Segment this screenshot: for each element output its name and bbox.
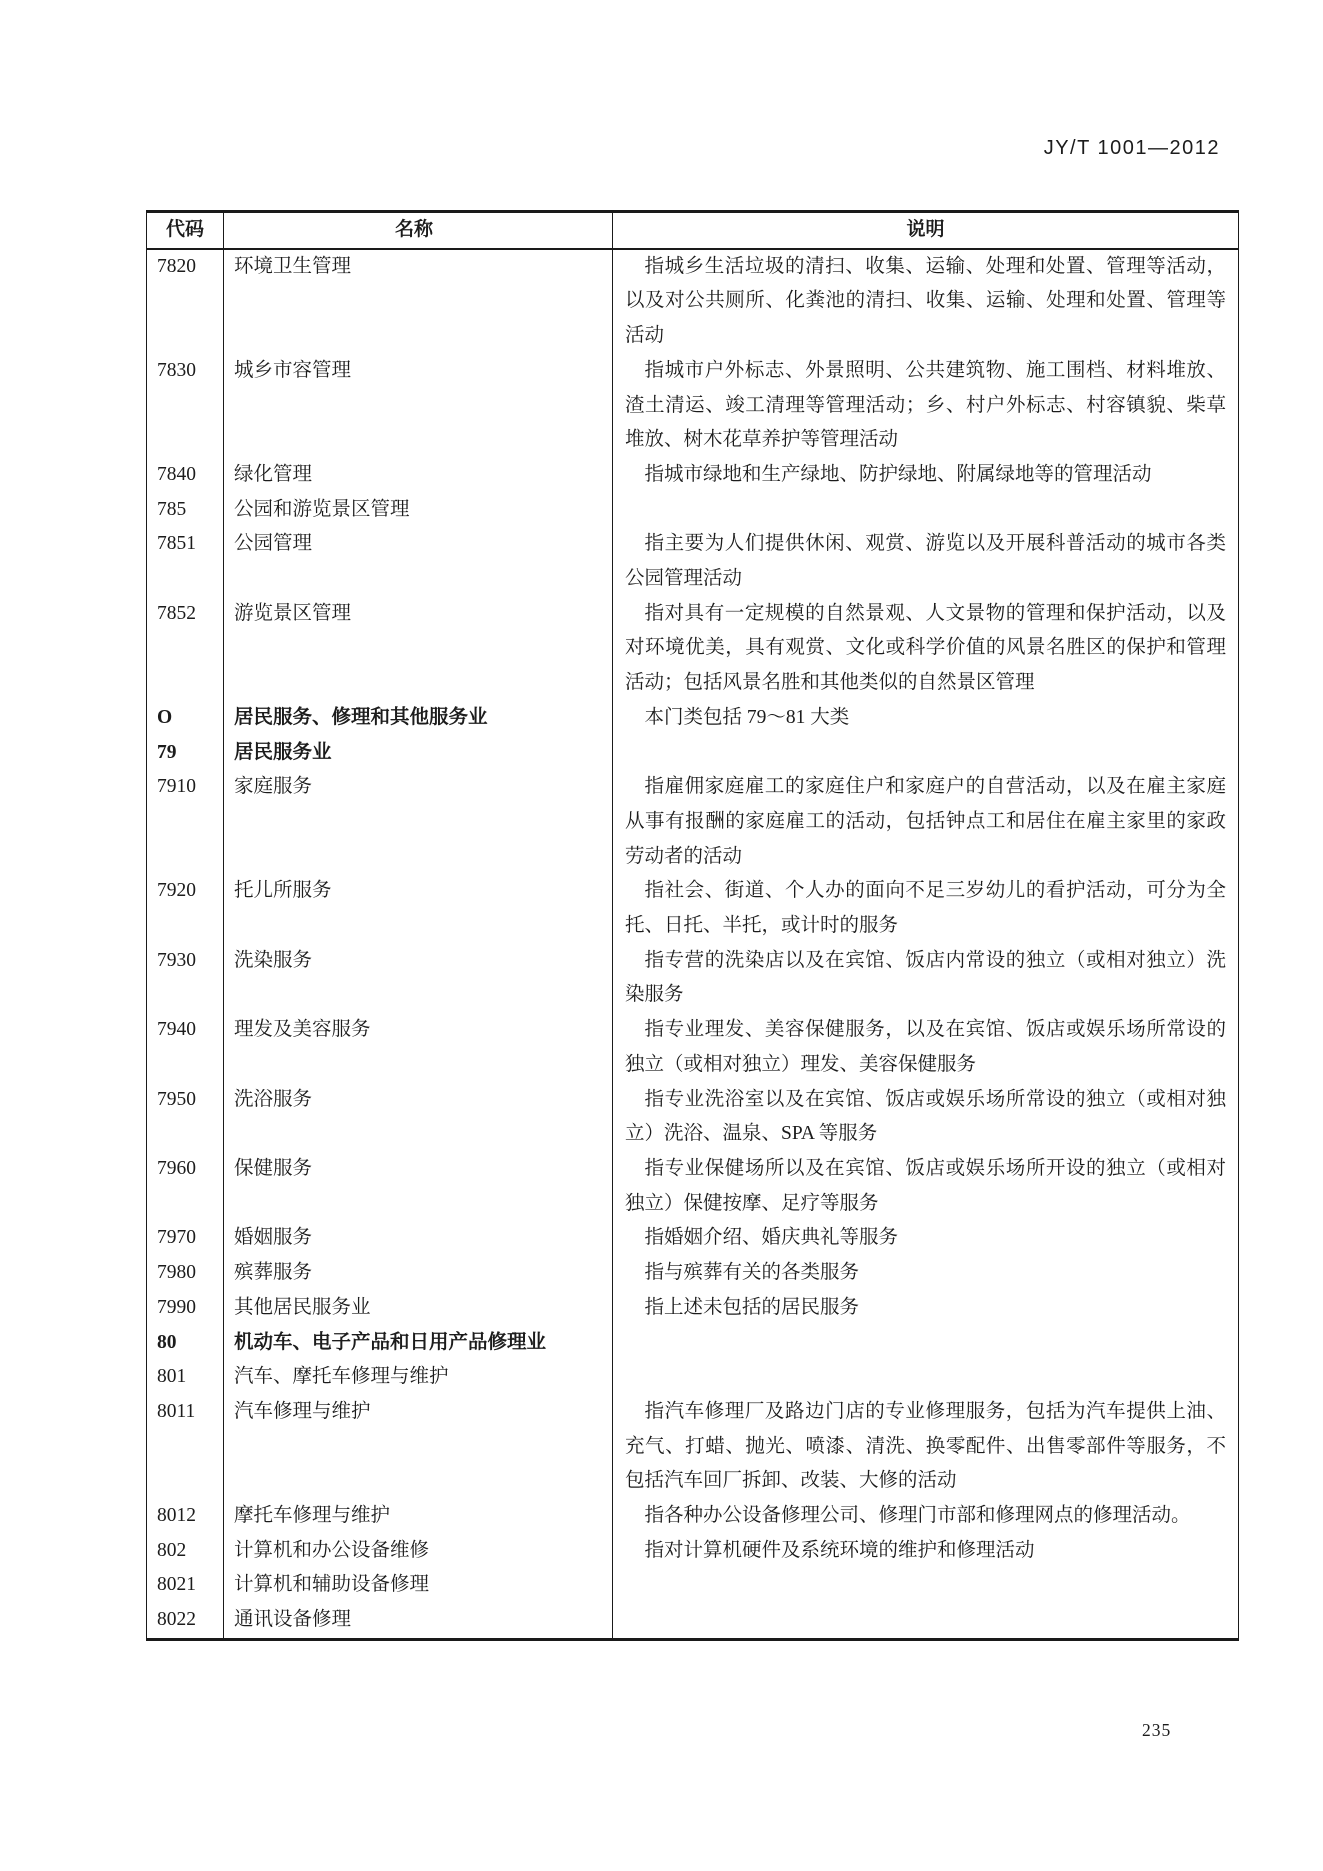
cell-description: 指对具有一定规模的自然景观、人文景物的管理和保护活动，以及对环境优美，具有观赏、文化或科学价值的风景名胜区的保护和管理活动；包括风景名胜和其他类似的自然景区管理 [625, 602, 1226, 694]
cell-name: 汽车、摩托车修理与维护 [224, 1360, 613, 1395]
table-row [147, 736, 1238, 771]
table-row [147, 1291, 1238, 1326]
cell-name: 计算机和办公设备维修 [224, 1534, 613, 1569]
table-header-row [147, 213, 1238, 250]
table-row [147, 1221, 1238, 1256]
cell-code: 7820 [147, 250, 224, 354]
cell-description: 指与殡葬有关的各类服务 [644, 1262, 860, 1284]
table-row [147, 1360, 1238, 1395]
cell-name: 摩托车修理与维护 [224, 1499, 613, 1534]
cell-name: 通讯设备修理 [224, 1603, 613, 1638]
table-row [147, 1326, 1238, 1361]
cell-description: 指专业保健场所以及在宾馆、饭店或娱乐场所开设的独立（或相对独立）保健按摩、足疗等服务 [625, 1157, 1226, 1214]
table-row [147, 527, 1238, 596]
cell-description [613, 1603, 1238, 1638]
table-row [147, 1603, 1238, 1638]
cell-code: 80 [147, 1326, 224, 1361]
table-row [147, 354, 1238, 458]
cell-code: 79 [147, 736, 224, 771]
cell-name: 居民服务业 [224, 736, 613, 771]
cell-name: 家庭服务 [224, 770, 613, 874]
cell-code: 8022 [147, 1603, 224, 1638]
cell-code: 785 [147, 493, 224, 528]
table-body [147, 250, 1238, 1638]
table-row [147, 1499, 1238, 1534]
cell-code: 802 [147, 1534, 224, 1569]
cell-description: 指婚姻介绍、婚庆典礼等服务 [644, 1227, 899, 1249]
table-row [147, 250, 1238, 354]
cell-description [613, 1568, 1238, 1603]
cell-name: 殡葬服务 [224, 1256, 613, 1291]
table-row [147, 1395, 1238, 1499]
cell-code: 7851 [147, 527, 224, 596]
cell-description: 指城市户外标志、外景照明、公共建筑物、施工围档、材料堆放、渣土清运、竣工清理等管理活动；乡、村户外标志、村容镇貌、柴草堆放、树木花草养护等管理活动 [625, 359, 1226, 451]
table-row [147, 944, 1238, 1013]
cell-name: 其他居民服务业 [224, 1291, 613, 1326]
cell-name: 环境卫生管理 [224, 250, 613, 354]
standard-number: JY/T 1001—2012 [1043, 137, 1220, 159]
cell-description [613, 493, 1238, 528]
cell-name: 保健服务 [224, 1152, 613, 1221]
cell-name: 游览景区管理 [224, 597, 613, 701]
cell-code: 801 [147, 1360, 224, 1395]
cell-name: 公园和游览景区管理 [224, 493, 613, 528]
cell-code: 7980 [147, 1256, 224, 1291]
cell-name: 汽车修理与维护 [224, 1395, 613, 1499]
cell-code: 8021 [147, 1568, 224, 1603]
cell-description: 指雇佣家庭雇工的家庭住户和家庭户的自营活动，以及在雇主家庭从事有报酬的家庭雇工的活动，包括钟点工和居住在雇主家里的家政劳动者的活动 [625, 776, 1226, 867]
cell-description: 指各种办公设备修理公司、修理门市部和修理网点的修理活动。 [644, 1505, 1191, 1527]
cell-name: 洗浴服务 [224, 1083, 613, 1152]
cell-code: 7920 [147, 874, 224, 943]
page-number: 235 [1142, 1720, 1172, 1740]
cell-name: 居民服务、修理和其他服务业 [224, 701, 613, 736]
header-cell-description: 说明 [906, 219, 945, 240]
cell-code: 7840 [147, 458, 224, 493]
cell-code: 7970 [147, 1221, 224, 1256]
header-cell-code: 代码 [147, 213, 224, 248]
cell-code: 7940 [147, 1013, 224, 1082]
cell-code: 7950 [147, 1083, 224, 1152]
header-cell-name: 名称 [224, 213, 613, 248]
cell-code: 7852 [147, 597, 224, 701]
cell-name: 公园管理 [224, 527, 613, 596]
cell-name: 婚姻服务 [224, 1221, 613, 1256]
table-row [147, 1568, 1238, 1603]
cell-description: 指对计算机硬件及系统环境的维护和修理活动 [644, 1539, 1035, 1561]
cell-code: O [147, 701, 224, 736]
cell-name: 计算机和辅助设备修理 [224, 1568, 613, 1603]
cell-code: 7960 [147, 1152, 224, 1221]
table-row [147, 1083, 1238, 1152]
cell-description: 指主要为人们提供休闲、观赏、游览以及开展科普活动的城市各类公园管理活动 [625, 533, 1226, 590]
cell-description: 指专营的洗染店以及在宾馆、饭店内常设的独立（或相对独立）洗染服务 [625, 949, 1226, 1006]
table-row [147, 1534, 1238, 1569]
table-row [147, 701, 1238, 736]
cell-description: 指汽车修理厂及路边门店的专业修理服务，包括为汽车提供上油、充气、打蜡、抛光、喷漆、清洗、换零配件、出售零部件等服务，不包括汽车回厂拆卸、改装、大修的活动 [625, 1400, 1226, 1492]
cell-description [613, 1360, 1238, 1395]
table-row [147, 1256, 1238, 1291]
table-row [147, 458, 1238, 493]
classification-table [146, 210, 1239, 1641]
table-row [147, 1013, 1238, 1082]
cell-description: 指社会、街道、个人办的面向不足三岁幼儿的看护活动，可分为全托、日托、半托，或计时的服务 [625, 880, 1226, 937]
table-row [147, 874, 1238, 943]
cell-description: 指城市绿地和生产绿地、防护绿地、附属绿地等的管理活动 [644, 463, 1152, 485]
cell-code: 8011 [147, 1395, 224, 1499]
cell-name: 绿化管理 [224, 458, 613, 493]
cell-code: 7930 [147, 944, 224, 1013]
cell-description: 指专业洗浴室以及在宾馆、饭店或娱乐场所常设的独立（或相对独立）洗浴、温泉、SPA 等服务 [625, 1088, 1226, 1145]
cell-code: 7910 [147, 770, 224, 874]
cell-description: 指上述未包括的居民服务 [644, 1296, 860, 1318]
table-row [147, 597, 1238, 701]
cell-code: 8012 [147, 1499, 224, 1534]
cell-code: 7830 [147, 354, 224, 458]
table-row [147, 1152, 1238, 1221]
cell-description: 指专业理发、美容保健服务，以及在宾馆、饭店或娱乐场所常设的独立（或相对独立）理发、美容保健服务 [625, 1019, 1226, 1075]
cell-name: 洗染服务 [224, 944, 613, 1013]
cell-description [613, 1326, 1238, 1361]
cell-name: 城乡市容管理 [224, 354, 613, 458]
cell-description [613, 736, 1238, 771]
cell-description: 指城乡生活垃圾的清扫、收集、运输、处理和处置、管理等活动，以及对公共厕所、化粪池的清扫、收集、运输、处理和处置、管理等活动 [625, 255, 1226, 347]
table-row [147, 770, 1238, 874]
table-row [147, 493, 1238, 528]
cell-name: 理发及美容服务 [224, 1013, 613, 1082]
cell-name: 托儿所服务 [224, 874, 613, 943]
cell-code: 7990 [147, 1291, 224, 1326]
cell-name: 机动车、电子产品和日用产品修理业 [224, 1326, 613, 1361]
cell-description: 本门类包括 79～81 大类 [644, 706, 850, 728]
